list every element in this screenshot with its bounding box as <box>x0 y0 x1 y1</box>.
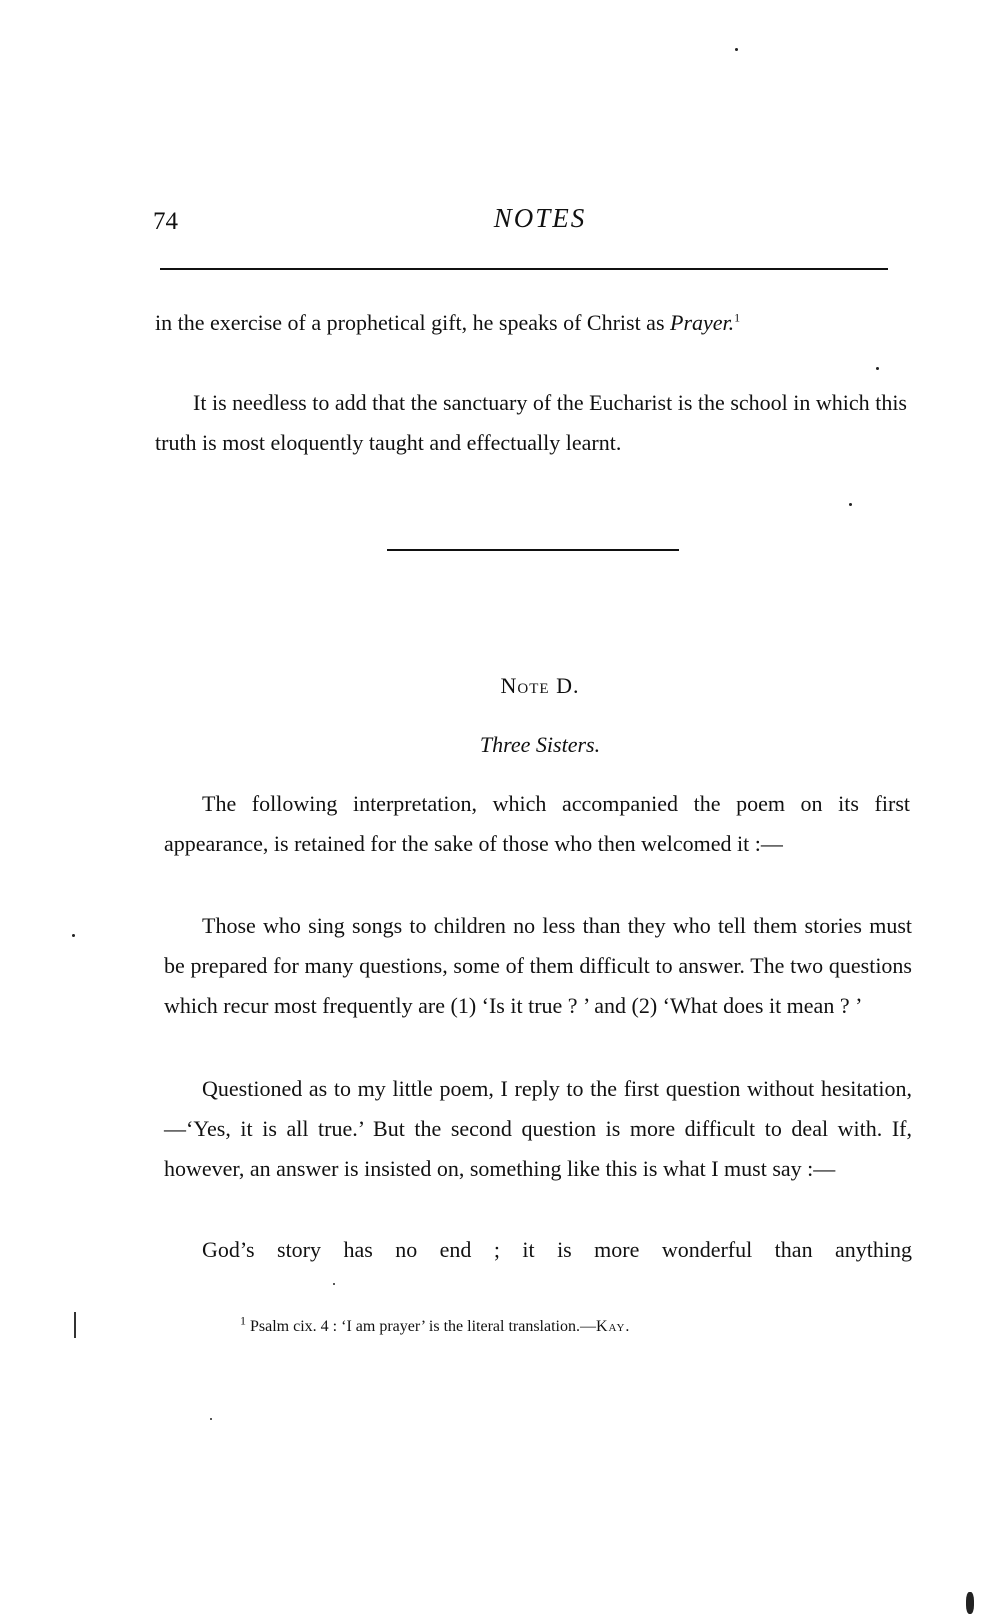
scan-speck <box>72 934 75 937</box>
paragraph-text: in the exercise of a prophetical gift, he speaks of Christ as <box>155 310 671 335</box>
note-paragraph: God’s story has no end ; it is more wonderful than anything <box>202 1237 912 1262</box>
note-paragraph: The following interpretation, which accompanied the poem on its first appearance, is retained for the sake of those who then welcomed it :— <box>164 791 910 856</box>
page-number: 74 <box>153 208 178 235</box>
footnote-marker: 1 <box>240 1313 246 1328</box>
footnote <box>240 1313 840 1336</box>
scan-speck <box>849 503 852 506</box>
scan-speck <box>876 367 879 370</box>
scan-mark <box>74 1312 76 1338</box>
scan-speck <box>210 1418 212 1420</box>
scan-speck <box>735 48 738 51</box>
running-title: NOTES <box>493 203 587 233</box>
scan-speck <box>966 1592 974 1614</box>
header-rule <box>160 268 888 270</box>
footnote-reference: 1 <box>734 310 741 325</box>
footnote-attribution: Kay. <box>595 1318 631 1335</box>
italic-term: Prayer. <box>670 310 735 335</box>
section-divider <box>387 549 679 551</box>
scan-speck <box>333 1283 335 1285</box>
note-paragraph: Questioned as to my little poem, I reply to the first question without hesitation,—‘Yes, it is all true.’ But the second question is more difficult to deal with. If, however, an answer is insisted on, something like this is what I must say :— <box>164 1076 912 1181</box>
note-subtitle: Three Sisters. <box>479 732 601 757</box>
note-heading: Note D. <box>500 673 580 698</box>
paragraph: It is needless to add that the sanctuary of the Eucharist is the school in which this truth is most eloquently taught and effectually learnt. <box>155 390 907 455</box>
continued-paragraph <box>155 303 907 343</box>
footnote-text: Psalm cix. 4 : ‘I am prayer’ is the literal translation.— <box>250 1318 596 1335</box>
note-paragraph: Those who sing songs to children no less than they who tell them stories must be prepared for many questions, some of them difficult to answer. The two questions which recur most frequently are (1) ‘Is it true ? ’ and (2) ‘What does it mean ? ’ <box>164 913 912 1018</box>
